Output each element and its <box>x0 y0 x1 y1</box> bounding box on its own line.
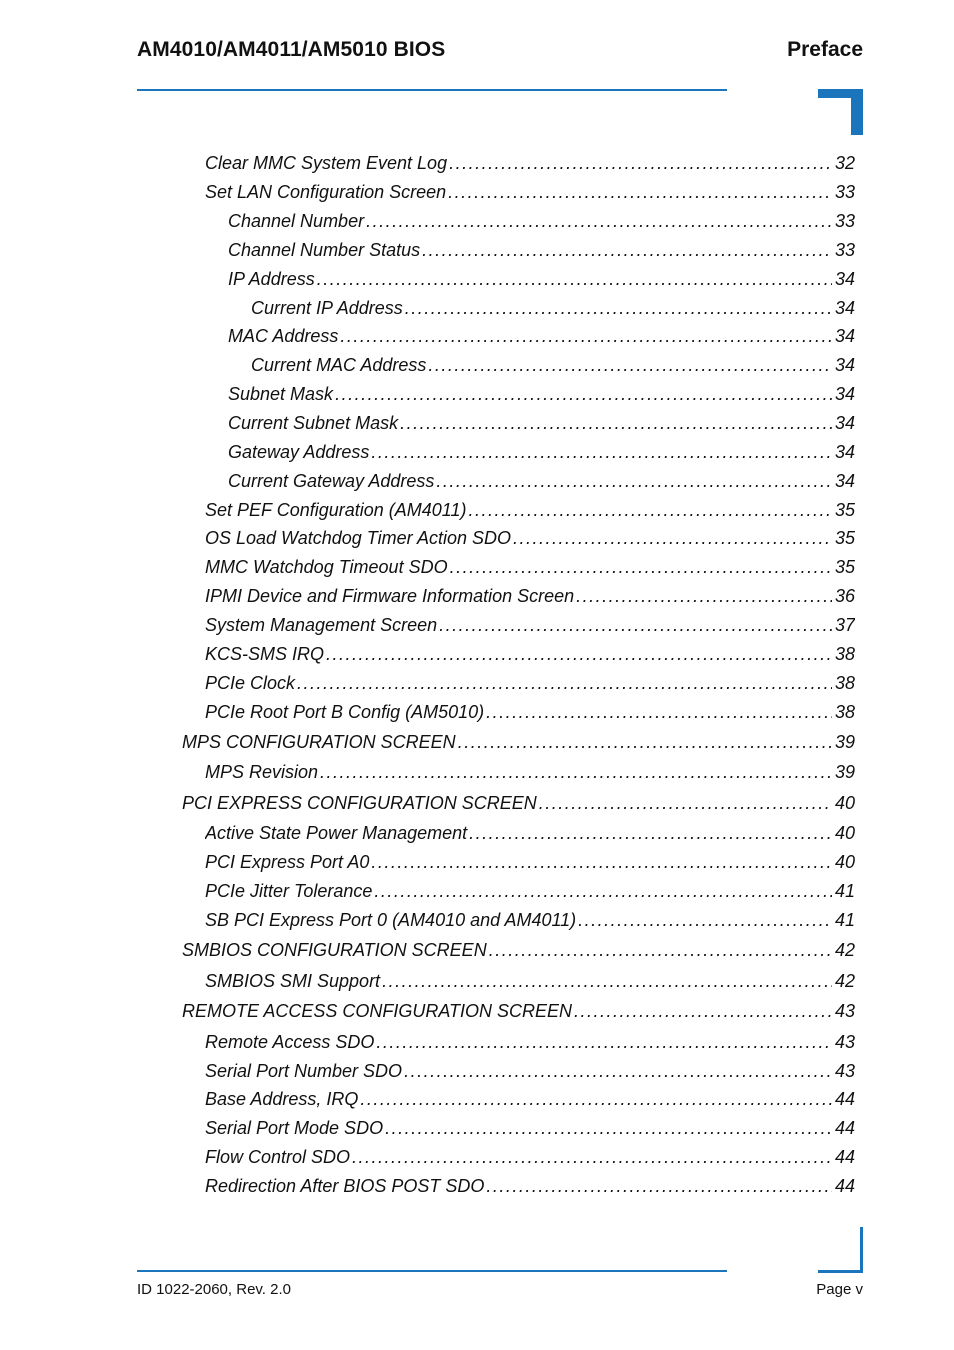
toc-entry-title: SMBIOS SMI Support <box>205 971 381 991</box>
toc-entry-title: Base Address, IRQ <box>205 1089 359 1109</box>
toc-entry-page: 33 <box>834 182 855 202</box>
toc-entry[interactable] <box>205 759 855 785</box>
toc-entry[interactable] <box>228 237 855 263</box>
toc-entry-title: PCIe Clock <box>205 673 296 693</box>
dot-leader <box>448 179 832 205</box>
toc-entry-title: PCIe Root Port B Config (AM5010) <box>205 702 485 722</box>
toc-entry[interactable] <box>205 179 855 205</box>
toc-entry[interactable] <box>182 937 855 963</box>
toc-entry-title: Current Subnet Mask <box>228 413 399 433</box>
corner-mark-top-vertical <box>851 89 863 135</box>
dot-leader <box>578 907 832 933</box>
toc-entry[interactable] <box>251 352 855 378</box>
toc-entry-page: 39 <box>834 732 855 752</box>
toc-entry[interactable] <box>205 968 855 994</box>
corner-mark-bottom-vertical <box>860 1227 863 1273</box>
toc-entry-title: SB PCI Express Port 0 (AM4010 and AM4011) <box>205 910 577 930</box>
toc-entry[interactable] <box>205 878 855 904</box>
toc-entry-page: 40 <box>834 793 855 813</box>
toc-entry-page: 34 <box>834 442 855 462</box>
toc-entry-page: 36 <box>834 586 855 606</box>
dot-leader <box>428 352 832 378</box>
toc-entry-title: SMBIOS CONFIGURATION SCREEN <box>182 940 487 960</box>
toc-entry[interactable] <box>205 583 855 609</box>
toc-entry-page: 42 <box>834 940 855 960</box>
toc-entry-title: Subnet Mask <box>228 384 334 404</box>
dot-leader <box>458 729 832 755</box>
toc-entry-page: 32 <box>834 153 855 173</box>
toc-entry-page: 34 <box>834 298 855 318</box>
dot-leader <box>326 641 832 667</box>
toc-entry-title: PCIe Jitter Tolerance <box>205 881 373 901</box>
toc-entry-page: 33 <box>834 211 855 231</box>
toc-entry-page: 40 <box>834 852 855 872</box>
toc-entry-page: 44 <box>834 1176 855 1196</box>
toc-entry-title: Serial Port Mode SDO <box>205 1118 384 1138</box>
toc-entry-title: OS Load Watchdog Timer Action SDO <box>205 528 511 548</box>
document-title: AM4010/AM4011/AM5010 BIOS <box>137 38 446 61</box>
dot-leader <box>352 1144 832 1170</box>
toc-entry-page: 44 <box>834 1147 855 1167</box>
toc-entry[interactable] <box>205 497 855 523</box>
dot-leader <box>335 381 832 407</box>
toc-entry-page: 41 <box>834 910 855 930</box>
toc-entry[interactable] <box>251 295 855 321</box>
toc-entry[interactable] <box>205 641 855 667</box>
toc-entry-title: IPMI Device and Firmware Information Screen <box>205 586 575 606</box>
toc-entry-page: 35 <box>834 500 855 520</box>
toc-entry[interactable] <box>205 820 855 846</box>
dot-leader <box>486 699 832 725</box>
dot-leader <box>469 820 832 846</box>
dot-leader <box>385 1115 832 1141</box>
toc-entry-title: Current IP Address <box>251 298 403 318</box>
toc-entry-title: MPS CONFIGURATION SCREEN <box>182 732 456 752</box>
toc-entry[interactable] <box>205 699 855 725</box>
page-number: Page v <box>816 1281 863 1298</box>
dot-leader <box>439 612 832 638</box>
dot-leader <box>382 968 832 994</box>
toc-entry-page: 41 <box>834 881 855 901</box>
dot-leader <box>404 1058 832 1084</box>
toc-entry[interactable] <box>228 266 855 292</box>
dot-leader <box>422 237 832 263</box>
dot-leader <box>539 790 832 816</box>
toc-entry[interactable] <box>228 381 855 407</box>
toc-entry-title: REMOTE ACCESS CONFIGURATION SCREEN <box>182 1001 573 1021</box>
toc-entry[interactable] <box>205 612 855 638</box>
dot-leader <box>371 849 832 875</box>
toc-entry[interactable] <box>205 907 855 933</box>
toc-entry[interactable] <box>182 998 855 1024</box>
dot-leader <box>486 1173 832 1199</box>
toc-entry-title: Current Gateway Address <box>228 471 435 491</box>
corner-mark-bottom <box>818 1270 863 1273</box>
toc-entry-page: 44 <box>834 1118 855 1138</box>
toc-entry[interactable] <box>205 1173 855 1199</box>
toc-entry-title: MPS Revision <box>205 762 319 782</box>
document-id: ID 1022-2060, Rev. 2.0 <box>137 1281 291 1298</box>
toc-entry-page: 40 <box>834 823 855 843</box>
toc-entry-page: 34 <box>834 326 855 346</box>
toc-entry-page: 38 <box>834 644 855 664</box>
toc-entry-title: PCI EXPRESS CONFIGURATION SCREEN <box>182 793 537 813</box>
toc-entry-page: 38 <box>834 702 855 722</box>
dot-leader <box>436 468 832 494</box>
toc-entry-page: 43 <box>834 1061 855 1081</box>
dot-leader <box>489 937 832 963</box>
toc-entry[interactable] <box>205 1115 855 1141</box>
toc-entry-page: 38 <box>834 673 855 693</box>
toc-entry-title: Remote Access SDO <box>205 1032 375 1052</box>
toc-entry-title: Set PEF Configuration (AM4011) <box>205 500 467 520</box>
toc-entry-title: IP Address <box>228 269 315 289</box>
toc-entry-page: 42 <box>834 971 855 991</box>
toc-entry-page: 44 <box>834 1089 855 1109</box>
dot-leader <box>576 583 832 609</box>
toc-entry-page: 37 <box>834 615 855 635</box>
toc-entry-page: 35 <box>834 557 855 577</box>
toc-entry-page: 34 <box>834 269 855 289</box>
toc-entry[interactable] <box>205 1058 855 1084</box>
dot-leader <box>360 1086 832 1112</box>
toc-entry[interactable] <box>182 729 855 755</box>
toc-entry-page: 33 <box>834 240 855 260</box>
toc-entry-page: 34 <box>834 471 855 491</box>
toc-entry-page: 43 <box>834 1001 855 1021</box>
dot-leader <box>513 525 832 551</box>
section-title: Preface <box>787 38 863 61</box>
toc-entry-page: 34 <box>834 413 855 433</box>
toc-entry[interactable] <box>205 670 855 696</box>
dot-leader <box>340 323 832 349</box>
toc-entry-title: System Management Screen <box>205 615 438 635</box>
toc-entry-title: Redirection After BIOS POST SDO <box>205 1176 485 1196</box>
dot-leader <box>450 554 832 580</box>
toc-entry-title: Serial Port Number SDO <box>205 1061 403 1081</box>
toc-entry[interactable] <box>205 849 855 875</box>
toc-entry-page: 43 <box>834 1032 855 1052</box>
toc-entry-title: Channel Number Status <box>228 240 421 260</box>
dot-leader <box>405 295 832 321</box>
toc-entry[interactable] <box>205 525 855 551</box>
toc-entry-title: Current MAC Address <box>251 355 427 375</box>
toc-entry[interactable] <box>228 208 855 234</box>
toc-entry-title: Active State Power Management <box>205 823 468 843</box>
toc-entry-title: Gateway Address <box>228 442 370 462</box>
toc-entry[interactable] <box>205 1144 855 1170</box>
toc-entry-title: MAC Address <box>228 326 339 346</box>
toc-entry[interactable] <box>205 1029 855 1055</box>
dot-leader <box>376 1029 832 1055</box>
toc-entry-title: Set LAN Configuration Screen <box>205 182 447 202</box>
toc-entry[interactable] <box>205 554 855 580</box>
toc-entry-title: PCI Express Port A0 <box>205 852 370 872</box>
dot-leader <box>574 998 832 1024</box>
toc-entry-title: Clear MMC System Event Log <box>205 153 448 173</box>
dot-leader <box>366 208 832 234</box>
toc-entry[interactable] <box>205 150 855 176</box>
dot-leader <box>297 670 832 696</box>
dot-leader <box>449 150 832 176</box>
toc-entry[interactable] <box>228 323 855 349</box>
dot-leader <box>468 497 832 523</box>
toc-entry-page: 34 <box>834 384 855 404</box>
dot-leader <box>320 759 832 785</box>
toc-entry-title: Flow Control SDO <box>205 1147 351 1167</box>
footer-rule <box>137 1270 727 1272</box>
toc-entry[interactable] <box>228 468 855 494</box>
toc-entry[interactable] <box>182 790 855 816</box>
toc-entry[interactable] <box>228 439 855 465</box>
dot-leader <box>374 878 832 904</box>
toc-entry-title: MMC Watchdog Timeout SDO <box>205 557 448 577</box>
toc-entry-page: 35 <box>834 528 855 548</box>
toc-entry-page: 34 <box>834 355 855 375</box>
header-rule <box>137 89 727 91</box>
toc-entry[interactable] <box>228 410 855 436</box>
dot-leader <box>317 266 832 292</box>
toc-entry-title: Channel Number <box>228 211 365 231</box>
dot-leader <box>400 410 832 436</box>
toc-entry-title: KCS-SMS IRQ <box>205 644 325 664</box>
dot-leader <box>371 439 832 465</box>
toc-entry-page: 39 <box>834 762 855 782</box>
toc-entry[interactable] <box>205 1086 855 1112</box>
